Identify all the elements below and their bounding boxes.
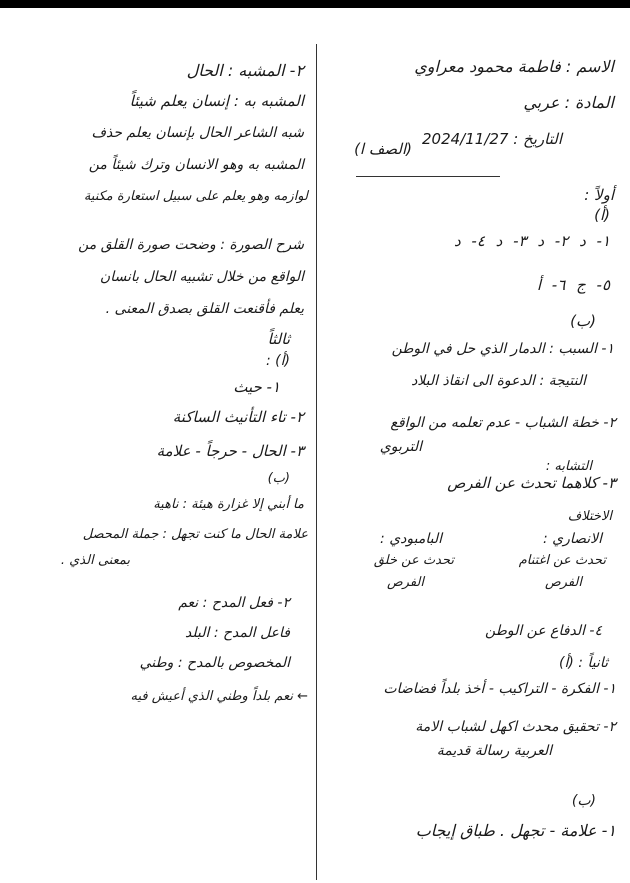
- section3-heading: ثالثاً: [267, 330, 290, 348]
- answers-row-2: ٥- ج ٦- أ: [536, 276, 610, 294]
- section3-b-line-1: ما أبني إلا غزارة هيئة : ناهية: [153, 497, 304, 512]
- date-underline: [356, 176, 500, 177]
- column-divider: [316, 44, 317, 880]
- section3-b-line-5: فاعل المدح : البلد: [185, 625, 290, 641]
- left-line-7: الواقع من خلال تشبيه الحال بانسان: [99, 269, 304, 285]
- section3-b-line-7: ← نعم بلداً وطني الذي أعيش فيه: [130, 689, 308, 704]
- q2-line-2: التربوي: [379, 439, 422, 455]
- left-line-8: يعلم فأقنعت القلق بصدق المعنى .: [105, 301, 304, 317]
- section1-part-a: (أ): [594, 206, 610, 224]
- q3-col2-line2: الفرص: [386, 575, 424, 590]
- section1-part-b: (ب): [570, 312, 596, 330]
- left-line-5: لوازمه وهو يعلم على سبيل استعارة مكنية: [83, 189, 308, 204]
- q2-line-1: ٢- خطة الشباب - عدم تعلمه من الواقع: [390, 415, 616, 431]
- q1-cause: ١- السبب : الدمار الذي حل في الوطن: [391, 341, 614, 357]
- section2-heading: ثانياً : (أ): [559, 655, 608, 671]
- q1-result: النتيجة : الدعوة الى انقاذ البلاد: [411, 373, 586, 389]
- q3-col2-line1: تحدث عن خلق: [373, 553, 454, 568]
- q3-col2-title: البامبودي :: [380, 531, 442, 547]
- section3-b-line-4: ٢- فعل المدح : نعم: [178, 595, 290, 611]
- q3-col1-line2: الفرص: [544, 575, 582, 590]
- section3-b-line-3: بمعنى الذي .: [60, 553, 130, 568]
- section3-item-3: ٣- الحال - حرجاً - علامة: [156, 442, 304, 460]
- left-line-1: ٢- المشبه : الحال: [186, 61, 304, 80]
- top-bar: [0, 0, 630, 8]
- student-name: الاسم : فاطمة محمود معراوي: [414, 57, 614, 76]
- left-line-6: شرح الصورة : وضحت صورة القلق من: [78, 237, 304, 253]
- section3-part-b: (ب): [267, 471, 290, 486]
- section2-b1: ١- علامة - تجهل . طباق إيجاب: [415, 821, 616, 840]
- grade-label: (الصف ا): [354, 140, 412, 158]
- section3-part-a: (أ) :: [266, 353, 290, 369]
- section2-part-b: (ب): [571, 793, 596, 809]
- section2-q2-line-1: ٢- تحقيق محدث اكهل لشباب الامة: [415, 719, 616, 735]
- q4-answer: ٤- الدفاع عن الوطن: [485, 623, 602, 639]
- section3-item-1: ١- حيث: [233, 378, 280, 396]
- left-line-4: المشبه به وهو الانسان وترك شيئاً من: [88, 157, 304, 173]
- section2-q2-line-2: العربية رسالة قديمة: [436, 743, 552, 759]
- q3-col1-line1: تحدث عن اغتنام: [518, 553, 606, 568]
- section3-b-line-2: علامة الحال ما كنت تجهل : جملة المحصل: [82, 527, 308, 542]
- q3-similarity: ٣- كلاهما تحدث عن الفرص: [447, 474, 616, 492]
- left-line-2: المشبه به : إنسان يعلم شيئاً: [129, 92, 304, 110]
- section3-b-line-6: المخصوص بالمدح : وطني: [139, 655, 290, 671]
- section2-q1: ١- الفكرة - التراكيب - أخذ بلداً فضاضات: [383, 681, 616, 697]
- section3-item-2: ٢- تاء التأنيث الساكنة: [172, 408, 304, 426]
- q3-difference-label: الاختلاف: [567, 509, 612, 524]
- left-line-3: شبه الشاعر الحال بإنسان يعلم حذف: [91, 125, 304, 141]
- subject-line: المادة : عربي: [523, 93, 614, 112]
- q3-similarity-label: التشابه :: [545, 459, 592, 474]
- section1-heading: أولاً :: [584, 186, 614, 204]
- q3-col1-title: الانصاري :: [542, 531, 602, 547]
- date-line: التاريخ : 2024/11/27: [422, 130, 562, 148]
- answers-row-1: ١- د ٢- د ٣- د ٤- د: [453, 232, 610, 250]
